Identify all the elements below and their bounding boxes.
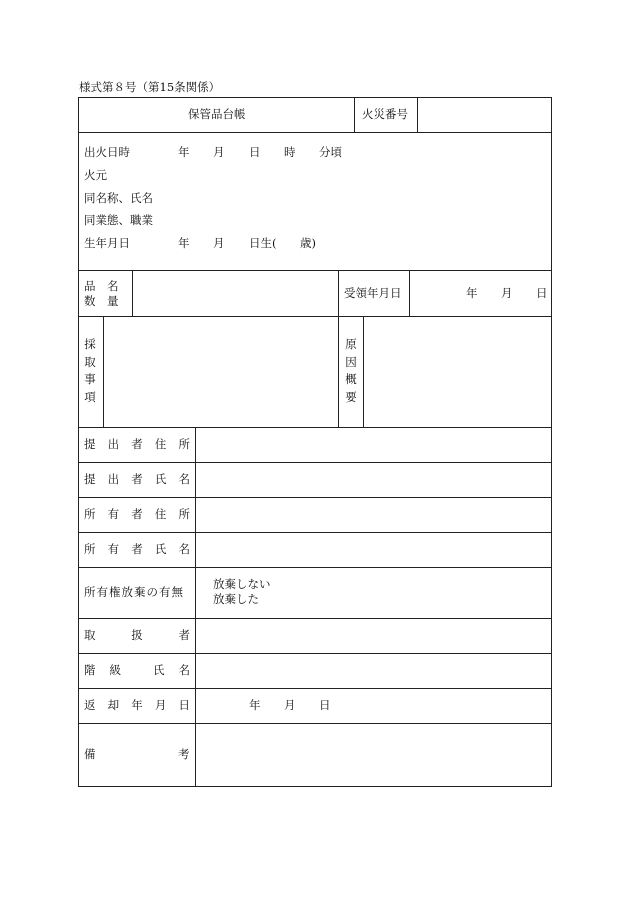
- origin-name-label: 同名称、氏名: [84, 191, 153, 205]
- remarks-field[interactable]: [196, 724, 550, 785]
- owner-address-field[interactable]: [196, 498, 550, 531]
- option-not-waived[interactable]: 放棄しない: [213, 577, 271, 591]
- option-waived[interactable]: 放棄した: [213, 592, 259, 606]
- birth-unit-month: 月: [213, 236, 225, 250]
- collection-field[interactable]: [104, 317, 337, 426]
- received-date-label: 受領年月日: [344, 286, 402, 300]
- birth-unit-age: 歳): [300, 236, 316, 250]
- fire-datetime-label: 出火日時: [84, 145, 130, 159]
- return-unit-day: 日: [319, 698, 331, 712]
- received-unit-month: 月: [501, 286, 513, 300]
- datetime-unit-hour: 時: [284, 145, 296, 159]
- received-unit-day: 日: [536, 286, 548, 300]
- datetime-unit-month: 月: [213, 145, 225, 159]
- handler-field[interactable]: [196, 619, 550, 652]
- rank-name-field[interactable]: [196, 654, 550, 687]
- submitter-address-field[interactable]: [196, 428, 550, 461]
- remarks-label-b: 考: [178, 747, 190, 761]
- datetime-unit-minute: 分頃: [319, 145, 342, 159]
- ledger-title: 保管品台帳: [188, 107, 246, 121]
- item-name-label: 品 名: [84, 279, 119, 293]
- owner-name-field[interactable]: [196, 533, 550, 566]
- item-field[interactable]: [133, 271, 337, 315]
- received-unit-year: 年: [466, 286, 478, 300]
- fire-origin-label: 火元: [84, 168, 107, 182]
- return-unit-year: 年: [249, 698, 261, 712]
- cause-summary-field[interactable]: [364, 317, 550, 426]
- form-number: 様式第８号（第15条関係）: [79, 80, 221, 94]
- return-unit-month: 月: [284, 698, 296, 712]
- birth-unit-year: 年: [178, 236, 190, 250]
- submitter-name-label: 提 出 者 氏 名: [84, 472, 190, 486]
- owner-name-label: 所 有 者 氏 名: [84, 542, 190, 556]
- ownership-waiver-label: 所有権放棄の有無: [84, 585, 184, 599]
- birth-date-label: 生年月日: [84, 236, 130, 250]
- origin-occupation-label: 同業態、職業: [84, 213, 153, 227]
- fire-number-field[interactable]: [418, 98, 550, 131]
- fire-number-label: 火災番号: [362, 107, 408, 121]
- datetime-unit-year: 年: [178, 145, 190, 159]
- collection-label: 採 取 事 項: [84, 337, 96, 404]
- handler-label: 取 扱 者: [84, 628, 190, 642]
- owner-address-label: 所 有 者 住 所: [84, 507, 190, 521]
- submitter-address-label: 提 出 者 住 所: [84, 437, 190, 451]
- birth-unit-day: 日生(: [249, 236, 277, 250]
- item-quantity-label: 数 量: [84, 294, 119, 308]
- cause-summary-label: 原 因 概 要: [345, 337, 357, 404]
- submitter-name-field[interactable]: [196, 463, 550, 496]
- return-date-label: 返 却 年 月 日: [84, 698, 190, 712]
- remarks-label-a: 備: [84, 747, 96, 761]
- rank-name-label: 階 級 氏 名: [84, 663, 190, 677]
- datetime-unit-day: 日: [249, 145, 261, 159]
